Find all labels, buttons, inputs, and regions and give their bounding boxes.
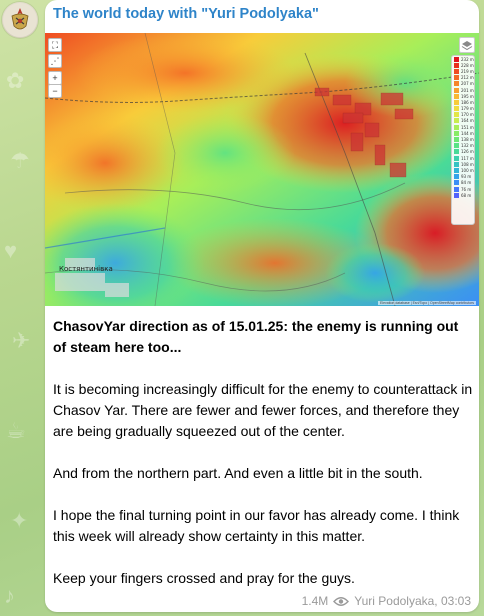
legend-row	[452, 161, 474, 167]
legend-label: 228 m	[461, 62, 474, 68]
post-headline: ChasovYar direction as of 15.01.25: the enemy is running out of steam here too...	[53, 318, 459, 355]
legend-swatch	[454, 63, 459, 68]
legend-label: 84 m	[461, 180, 472, 186]
legend-row	[452, 155, 474, 161]
map-attribution: Elevation database | Esri/Topo | OpenStreetMap contributors	[379, 301, 474, 305]
post-text	[53, 316, 473, 610]
legend-label: 201 m	[461, 87, 474, 93]
legend-swatch	[454, 162, 459, 167]
legend-row	[452, 167, 474, 173]
legend-label: 132 m	[461, 143, 474, 149]
legend-row	[452, 75, 474, 81]
emblem-icon	[2, 2, 38, 38]
legend-row	[452, 56, 474, 62]
legend-row	[452, 118, 474, 124]
doodle-icon: ☕	[6, 418, 26, 443]
legend-label: 195 m	[461, 93, 474, 99]
legend-row	[452, 112, 474, 118]
doodle-icon: ☂	[10, 148, 30, 173]
channel-avatar[interactable]	[2, 2, 38, 38]
legend-swatch	[454, 187, 459, 192]
legend-row	[452, 180, 474, 186]
doodle-icon: ✈	[12, 328, 31, 353]
legend-swatch	[454, 75, 459, 80]
legend-row	[452, 87, 474, 93]
map-image[interactable]	[45, 33, 479, 306]
message-bubble	[45, 0, 479, 612]
legend-label: 207 m	[461, 81, 474, 87]
doodle-icon: ✿	[6, 68, 25, 93]
post-paragraph: It is becoming increasingly difficult for the enemy to counterattack in Chasov Yar. There are fewer and fewer forces, and therefore they are being gradually squeezed out of the center.	[53, 381, 473, 439]
legend-swatch	[454, 143, 459, 148]
legend-row	[452, 68, 474, 74]
legend-label: 170 m	[461, 112, 474, 118]
legend-swatch	[454, 88, 459, 93]
legend-row	[452, 106, 474, 112]
legend-swatch	[454, 137, 459, 142]
legend-row	[452, 81, 474, 87]
legend-swatch	[454, 112, 459, 117]
legend-row	[452, 62, 474, 68]
legend-label: 126 m	[461, 149, 474, 155]
legend-label: 76 m	[461, 186, 472, 192]
legend-row	[452, 192, 474, 198]
legend-swatch	[454, 131, 459, 136]
eye-icon	[333, 596, 349, 607]
legend-swatch	[454, 156, 459, 161]
post-paragraph: I hope the final turning point in our favor has already come. I think this week will already show certainty in this matter.	[53, 507, 460, 544]
legend-label: 138 m	[461, 137, 474, 143]
legend-swatch	[454, 174, 459, 179]
zoom-in-button[interactable]: +	[48, 71, 62, 85]
author-time: Yuri Podolyaka, 03:03	[354, 594, 471, 608]
legend-label: 186 m	[461, 99, 474, 105]
legend-row	[452, 143, 474, 149]
legend-swatch	[454, 69, 459, 74]
elevation-legend	[451, 55, 475, 225]
legend-row	[452, 149, 474, 155]
legend-swatch	[454, 149, 459, 154]
legend-swatch	[454, 180, 459, 185]
legend-label: 212 m	[461, 75, 474, 81]
message-meta	[302, 594, 471, 608]
legend-label: 164 m	[461, 118, 474, 124]
legend-label: 219 m	[461, 68, 474, 74]
legend-swatch	[454, 106, 459, 111]
legend-swatch	[454, 94, 459, 99]
post-paragraph: Keep your fingers crossed and pray for the guys.	[53, 570, 355, 586]
legend-label: 232 m	[461, 56, 474, 62]
legend-row	[452, 136, 474, 142]
legend-label: 108 m	[461, 161, 474, 167]
legend-swatch	[454, 100, 459, 105]
legend-swatch	[454, 118, 459, 123]
legend-row	[452, 174, 474, 180]
post-paragraph: And from the northern part. And even a little bit in the south.	[53, 465, 423, 481]
fullscreen-button[interactable]: ⛶	[48, 38, 62, 52]
legend-swatch	[454, 57, 459, 62]
channel-name[interactable]: The world today with "Yuri Podolyaka"	[53, 6, 319, 22]
share-button[interactable]: ⋰	[48, 54, 62, 68]
doodle-icon: ♥	[4, 238, 18, 263]
legend-label: 144 m	[461, 130, 474, 136]
view-count: 1.4M	[301, 594, 329, 608]
legend-label: 100 m	[461, 167, 474, 173]
legend-row	[452, 124, 474, 130]
legend-swatch	[454, 193, 459, 198]
legend-swatch	[454, 168, 459, 173]
legend-row	[452, 186, 474, 192]
legend-row	[452, 93, 474, 99]
city-label: Костянтинівка	[59, 265, 113, 273]
legend-label: 179 m	[461, 106, 474, 112]
legend-row	[452, 99, 474, 105]
legend-label: 151 m	[461, 124, 474, 130]
zoom-out-button[interactable]: −	[48, 84, 62, 98]
doodle-icon: ♪	[4, 583, 15, 608]
legend-row	[452, 130, 474, 136]
legend-swatch	[454, 81, 459, 86]
legend-swatch	[454, 125, 459, 130]
layers-icon[interactable]	[459, 37, 475, 53]
legend-label: 117 m	[461, 155, 474, 161]
legend-label: 68 m	[461, 192, 472, 198]
legend-label: 93 m	[461, 174, 472, 180]
doodle-icon: ✦	[10, 508, 29, 533]
